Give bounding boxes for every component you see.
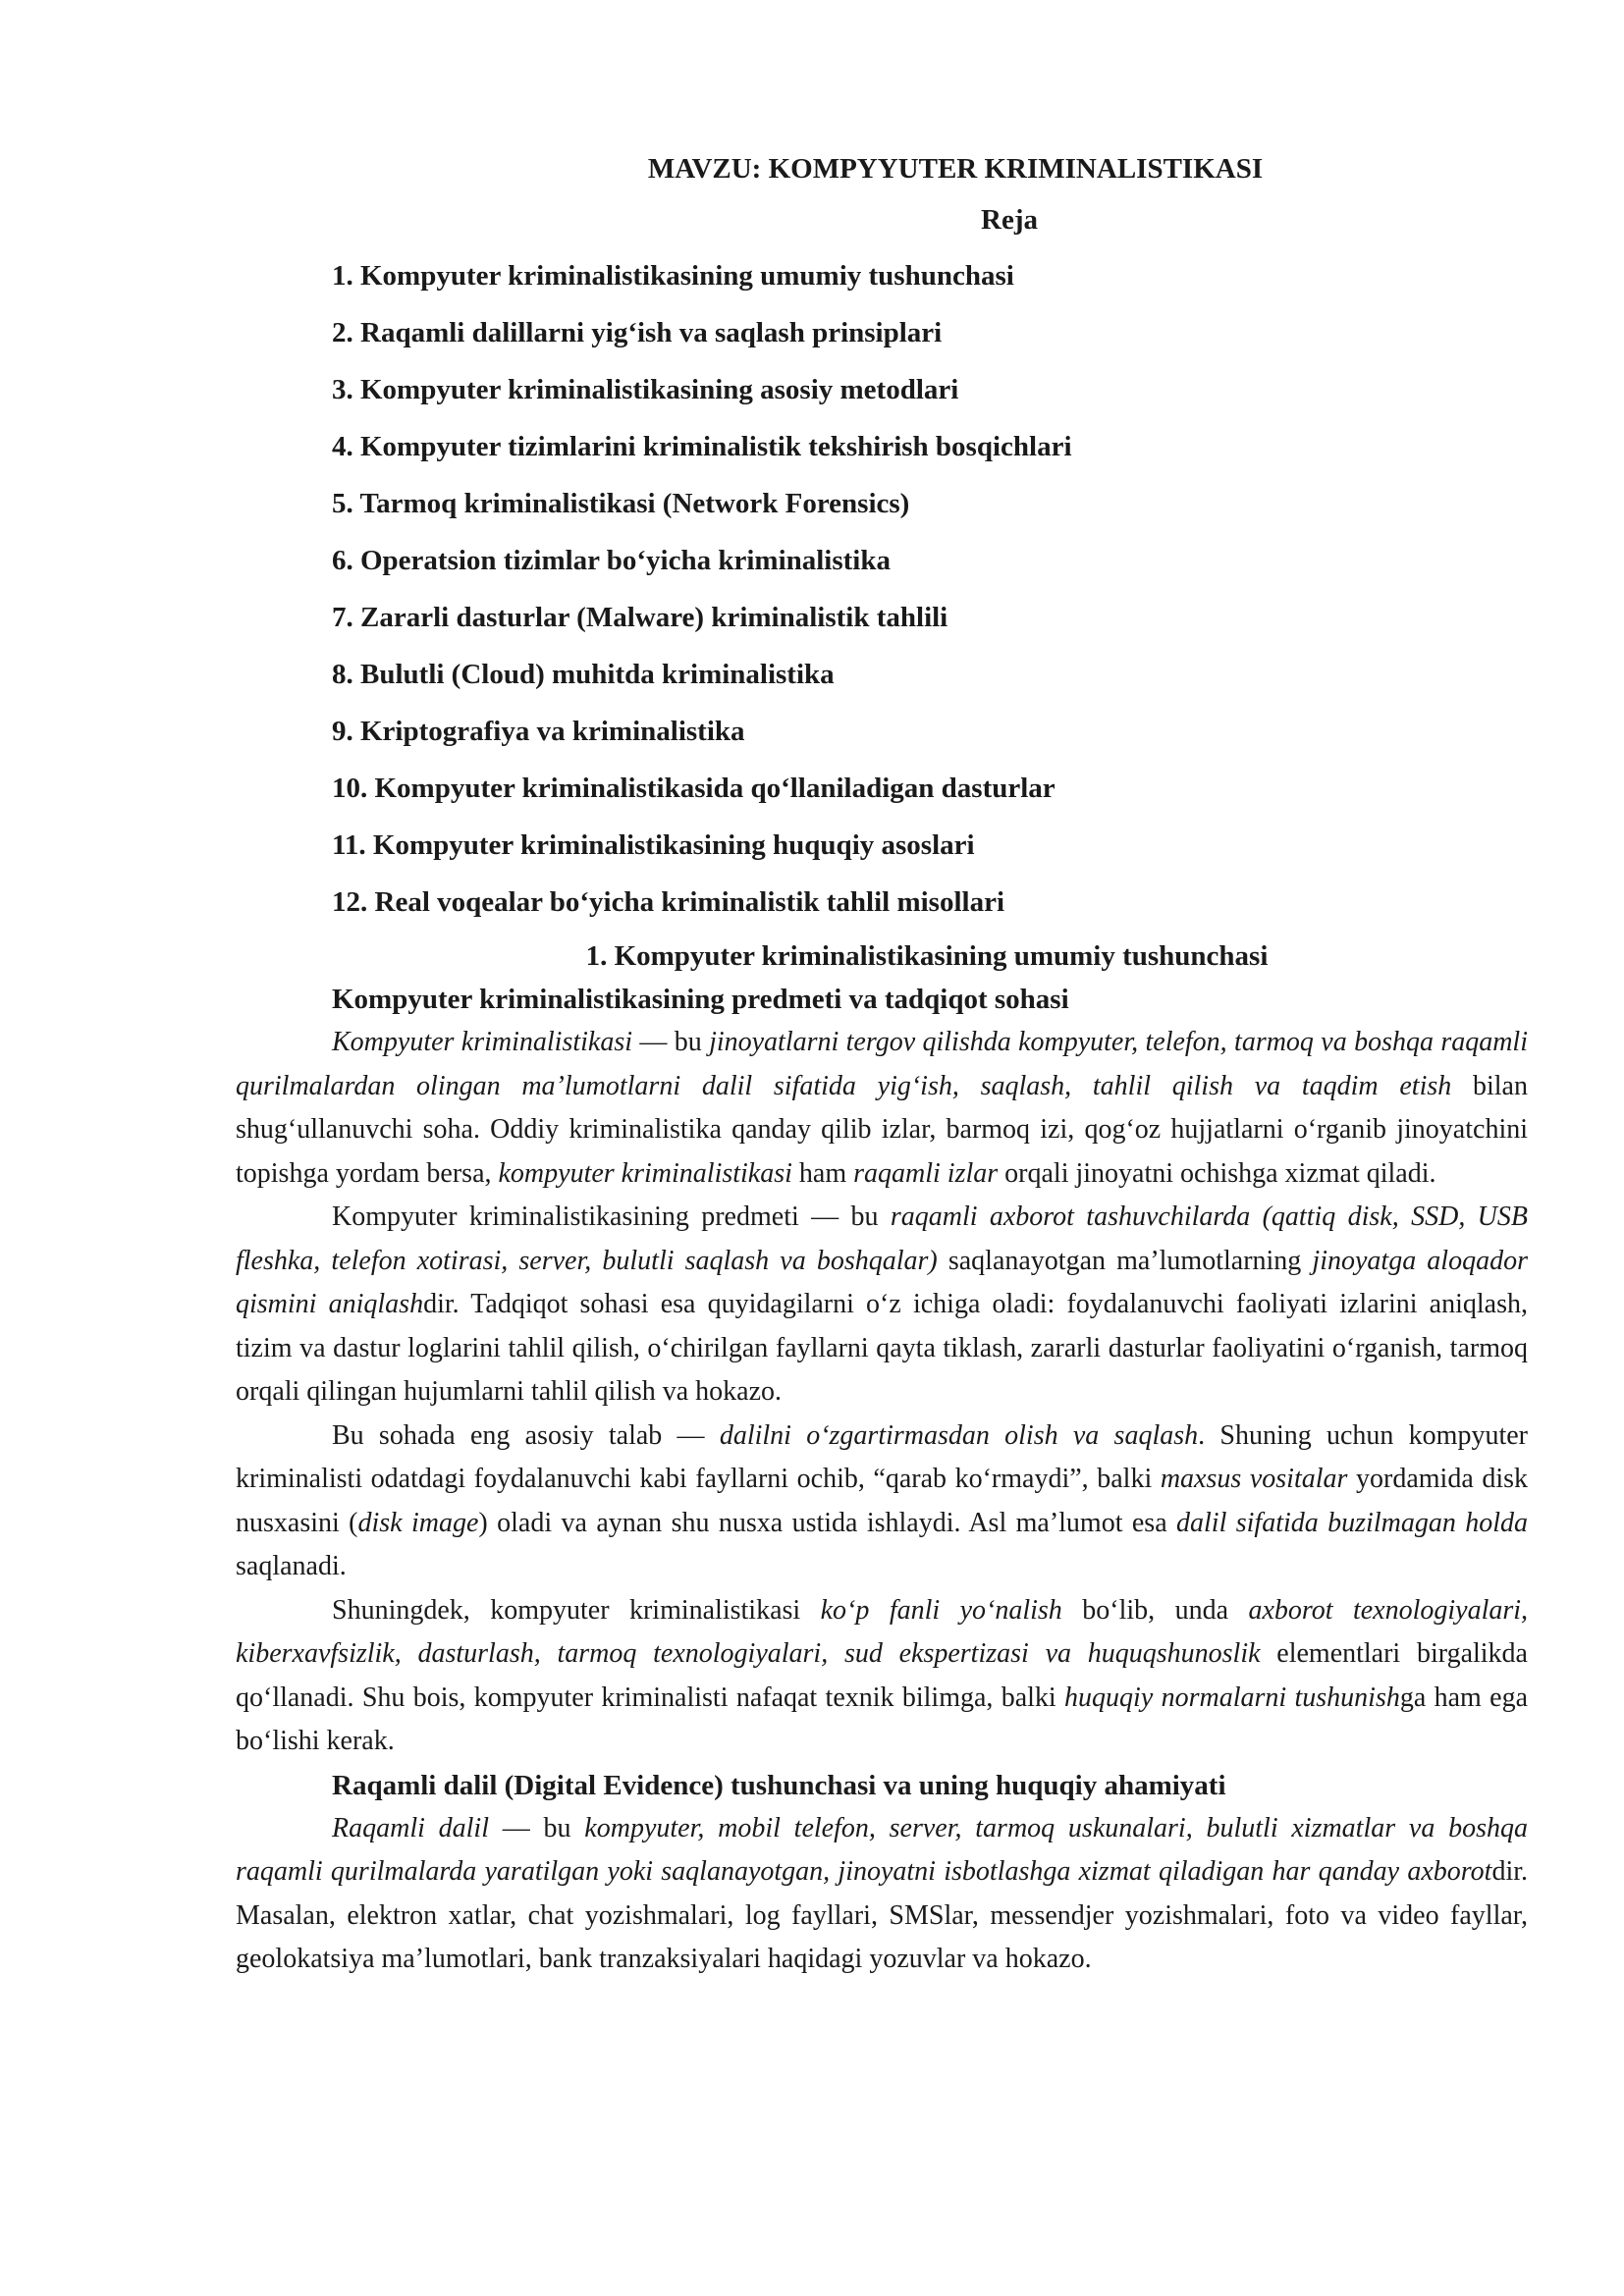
text-run: Kompyuter kriminalistikasining predmeti — bu	[332, 1201, 891, 1232]
section-title: 1. Kompyuter kriminalistikasining umumiy tushunchasi	[585, 940, 1269, 972]
paragraph-interdisciplinary	[236, 1589, 1528, 1764]
plan-list	[236, 247, 1528, 931]
paragraph-requirement	[236, 1415, 1528, 1589]
plan-item: 9. Kriptografiya va kriminalistika	[332, 716, 745, 747]
subsection-title: Raqamli dalil (Digital Evidence) tushunchasi va uning huquqiy ahamiyati	[332, 1769, 1226, 1801]
text-run: — bu	[489, 1812, 585, 1843]
plan-item: 2. Raqamli dalillarni yig‘ish va saqlash prinsiplari	[332, 317, 943, 348]
text-run: orqali jinoyatni ochishga xizmat qiladi.	[998, 1157, 1436, 1189]
text-run: Bu sohada eng asosiy talab —	[332, 1419, 720, 1451]
text-run: ga ham ega bo‘lishi kerak.	[236, 1682, 1528, 1756]
emphasis: kompyuter, mobil telefon, server, tarmoq uskunalari, bulutli xizmatlar va boshqa raqamli qurilmalarda yaratilgan yoki saqlanayotgan, jinoyatni isbotlashga xizmat qiladigan har qanday axborot	[236, 1812, 1528, 1887]
paragraph-definition	[236, 1021, 1528, 1196]
text-run: ham	[791, 1157, 854, 1189]
emphasis: raqamli axborot tashuvchilarda (qattiq disk, SSD, USB fleshka, telefon xotirasi, server, bulutli saqlash va boshqalar)	[236, 1201, 1528, 1276]
emphasis: kompyuter kriminalistikasi	[498, 1157, 792, 1189]
paragraph-digital-evidence	[236, 1807, 1528, 1982]
emphasis: disk image	[357, 1507, 479, 1538]
plan-item: 12. Real voqealar bo‘yicha kriminalistik tahlil misollari	[332, 886, 1005, 918]
plan-item: 6. Operatsion tizimlar bo‘yicha kriminalistika	[332, 545, 891, 576]
emphasis: axborot texnologiyalari, kiberxavfsizlik, dasturlash, tarmoq texnologiyalari, sud ekspertizasi va huquqshunoslik	[236, 1594, 1529, 1669]
paragraph-subject	[236, 1196, 1528, 1415]
text-run: ) oladi va aynan shu nusxa ustida ishlaydi. Asl ma’lumot esa	[478, 1507, 1177, 1538]
plan-item: 4. Kompyuter tizimlarini kriminalistik tekshirish bosqichlari	[332, 431, 1072, 462]
emphasis: jinoyatga aloqador qismini aniqlash	[236, 1245, 1528, 1319]
text-run: saqlanayotgan ma’lumotlarning	[937, 1245, 1313, 1276]
emphasis: dalilni o‘zgartirmasdan olish va saqlash	[719, 1419, 1199, 1451]
text-run: — bu	[632, 1027, 710, 1057]
emphasis: raqamli izlar	[853, 1157, 999, 1189]
text-run: Shuningdek, kompyuter kriminalistikasi	[332, 1594, 821, 1626]
document-page	[236, 147, 1528, 1982]
text-run: . Shuning uchun kompyuter kriminalisti odatdagi foydalanuvchi kabi fayllarni ochib, “qarab ko‘rmaydi”, balki	[236, 1419, 1528, 1494]
emphasis: dalil sifatida buzilmagan holda	[1176, 1507, 1529, 1538]
text-run: dir. Tadqiqot sohasi esa quyidagilarni o‘z ichiga oladi: foydalanuvchi faoliyati izlarini aniqlash, tizim va dastur loglarini tahlil qilish, o‘chirilgan fayllarni qayta tiklash, zararli dasturlar faoliyatini o‘rganish, tarmoq orqali qilingan hujumlarni tahlil qilish va hokazo.	[236, 1289, 1528, 1407]
text-run: bilan shug‘ullanuvchi soha. Oddiy kriminalistika qanday qilib izlar, barmoq izi, qog‘oz hujjatlarni o‘rganib jinoyatchini topishga yordam bersa,	[236, 1070, 1528, 1189]
text-run: dir. Masalan, elektron xatlar, chat yozishmalari, log fayllari, SMSlar, messendjer yozishmalari, foto va video fayllar, geolokatsiya ma’lumotlari, bank tranzaksiyalari haqidagi yozuvlar va hokazo.	[236, 1856, 1528, 1974]
plan-item: 10. Kompyuter kriminalistikasida qo‘llaniladigan dasturlar	[332, 773, 1056, 804]
plan-item: 11. Kompyuter kriminalistikasining huquqiy asoslari	[332, 829, 975, 861]
text-run: saqlanadi.	[236, 1551, 347, 1581]
plan-item: 1. Kompyuter kriminalistikasining umumiy tushunchasi	[332, 260, 1014, 292]
plan-item: 7. Zararli dasturlar (Malware) kriminalistik tahlili	[332, 602, 948, 633]
emphasis: Raqamli dalil	[332, 1812, 489, 1843]
plan-item: 8. Bulutli (Cloud) muhitda kriminalistika	[332, 659, 835, 690]
document-title: MAVZU: KOMPYYUTER KRIMINALISTIKASI	[647, 153, 1264, 185]
emphasis: huquqiy normalarni tushunish	[1064, 1682, 1400, 1713]
emphasis: maxsus vositalar	[1160, 1464, 1348, 1494]
text-run: yordamida disk nusxasini (	[236, 1464, 1528, 1538]
emphasis: ko‘p fanli yo‘nalish	[820, 1594, 1062, 1626]
plan-item: 5. Tarmoq kriminalistikasi (Network Forensics)	[332, 488, 910, 519]
text-run: elementlari birgalikda qo‘llanadi. Shu bois, kompyuter kriminalisti nafaqat texnik bilimga, balki	[236, 1638, 1528, 1713]
emphasis: jinoyatlarni tergov qilishda kompyuter, telefon, tarmoq va boshqa raqamli qurilmalardan olingan ma’lumotlarni dalil sifatida yig‘ish, saqlash, tahlil qilish va taqdim etish	[236, 1027, 1528, 1101]
plan-item: 3. Kompyuter kriminalistikasining asosiy metodlari	[332, 374, 959, 405]
plan-heading: Reja	[981, 204, 1038, 236]
subsection-title: Kompyuter kriminalistikasining predmeti va tadqiqot sohasi	[332, 984, 1069, 1015]
emphasis: Kompyuter kriminalistikasi	[332, 1027, 632, 1057]
text-run: bo‘lib, unda	[1061, 1594, 1249, 1626]
